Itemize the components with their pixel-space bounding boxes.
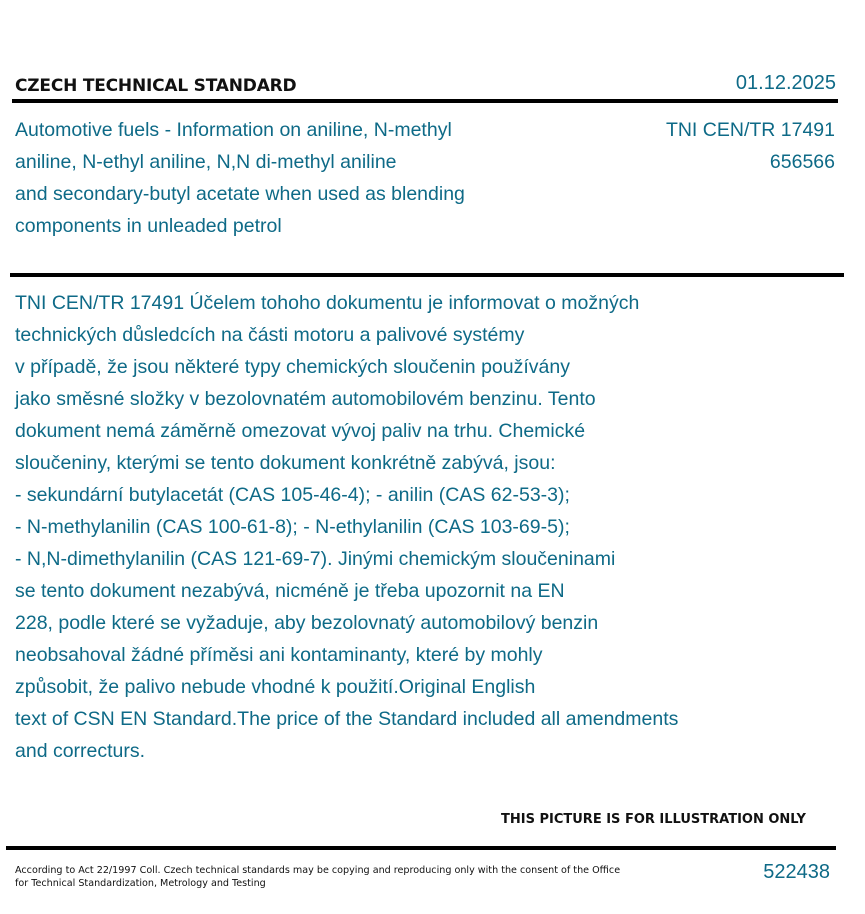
description-line: - N,N-dimethylanilin (CAS 121-69-7). Jinými chemickým sloučeninami: [15, 548, 616, 570]
title-line: Automotive fuels - Information on aniline, N-methyl: [15, 119, 452, 141]
title-line: aniline, N-ethyl aniline, N,N di-methyl aniline: [15, 151, 397, 173]
description-line: v případě, že jsou některé typy chemických sloučenin používány: [15, 356, 570, 378]
legal-notice-line: According to Act 22/1997 Coll. Czech technical standards may be copying and reproducing only with the consent of the Office: [15, 865, 621, 876]
standard-code: TNI CEN/TR 17491: [665, 119, 835, 141]
standard-description: [15, 287, 835, 767]
legal-notice: [15, 864, 621, 890]
standard-identifiers: [666, 114, 835, 178]
description-line: technických důsledcích na části motoru a palivové systémy: [15, 324, 525, 346]
bottom-divider: [6, 846, 836, 850]
catalog-number: 656566: [769, 151, 835, 173]
description-line: jako směsné složky v bezolovnatém automobilovém benzinu. Tento: [15, 388, 596, 410]
title-line: and secondary-butyl acetate when used as blending: [15, 183, 465, 205]
description-line: TNI CEN/TR 17491 Účelem tohoho dokumentu je informovat o možných: [15, 292, 640, 314]
description-line: - N-methylanilin (CAS 100-61-8); - N-ethylanilin (CAS 103-69-5);: [15, 516, 570, 538]
title-line: components in unleaded petrol: [15, 215, 282, 237]
description-line: - sekundární butylacetát (CAS 105-46-4); - anilin (CAS 62-53-3);: [15, 484, 570, 506]
top-divider: [12, 99, 838, 103]
description-line: dokument nemá záměrně omezovat vývoj paliv na trhu. Chemické: [15, 420, 586, 442]
description-line: 228, podle které se vyžaduje, aby bezolovnatý automobilový benzin: [15, 612, 599, 634]
middle-divider: [10, 273, 844, 277]
standard-title: [15, 114, 575, 242]
document-type-label: CZECH TECHNICAL STANDARD: [15, 76, 297, 96]
description-line: and correcturs.: [15, 740, 146, 762]
description-line: neobsahoval žádné příměsi ani kontaminanty, které by mohly: [15, 644, 543, 666]
description-line: text of CSN EN Standard.The price of the Standard included all amendments: [15, 708, 679, 730]
description-line: způsobit, že palivo nebude vhodné k použití.Original English: [15, 676, 536, 698]
illustration-notice: THIS PICTURE IS FOR ILLUSTRATION ONLY: [501, 812, 806, 827]
description-line: se tento dokument nezabývá, nicméně je třeba upozornit na EN: [15, 580, 565, 602]
description-line: sloučeniny, kterými se tento dokument konkrétně zabývá, jsou:: [15, 452, 556, 474]
publication-date: 01.12.2025: [735, 72, 836, 94]
legal-notice-line: for Technical Standardization, Metrology and Testing: [15, 878, 266, 889]
footer-document-id: 522438: [763, 861, 830, 883]
